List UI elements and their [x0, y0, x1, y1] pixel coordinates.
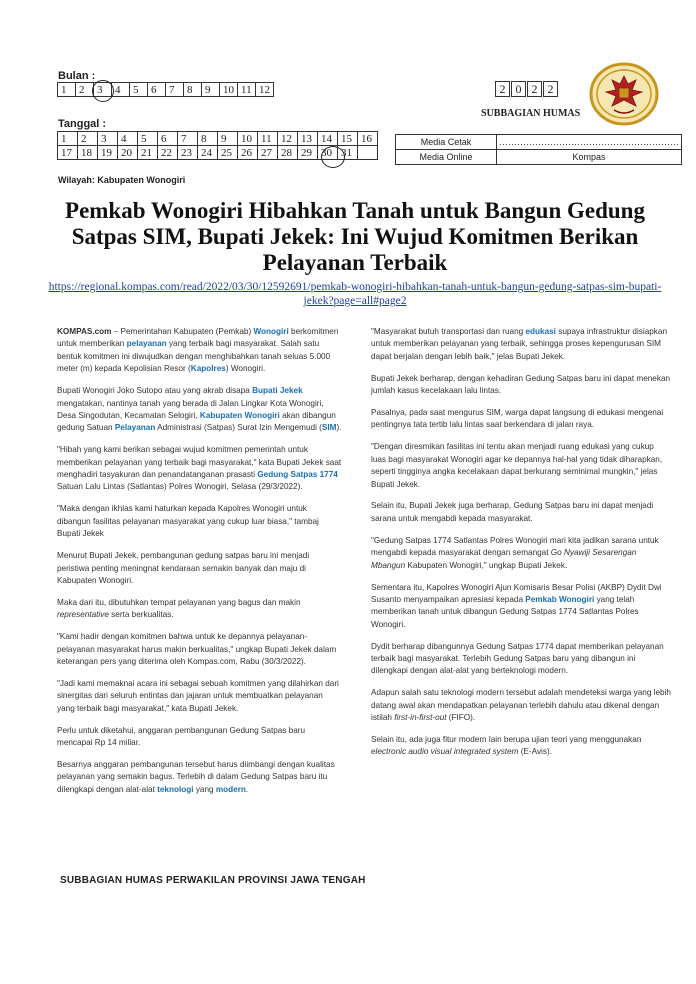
article-paragraph: [371, 373, 671, 398]
month-cell: 4: [112, 83, 130, 97]
text-run: "Hibah yang kami berikan sebagai wujud komitmen pemerintah untuk memberikan pelayanan yang terbaik bagi masyarakat," kata Bupati Jekek saat menghadiri tasyakuran dan penandatanganan prasasti: [57, 445, 342, 480]
selected-day-circle: [321, 146, 345, 168]
day-cell: 29: [298, 146, 318, 160]
day-cell: 11: [258, 132, 278, 146]
italic-text: Go Nyawiji Sesarengan Mbangun: [371, 548, 637, 570]
keyword-link[interactable]: pelayanan: [126, 339, 167, 349]
day-cell: 31: [338, 146, 358, 160]
keyword-link[interactable]: Wonogiri: [253, 327, 289, 336]
keyword-link[interactable]: teknologi: [157, 784, 194, 794]
article-paragraph: [371, 687, 671, 724]
article-paragraph: [371, 582, 671, 632]
tanggal-label: Tanggal :: [58, 118, 107, 130]
text-run: yang telah memberikan tanah untuk dibangun Gedung Satpas 1774 Satlantas Polres Wonogiri.: [371, 594, 639, 629]
day-cell: 18: [78, 146, 98, 160]
media-online-label: Media Online: [396, 150, 497, 165]
keyword-link[interactable]: Kabupaten Wonogiri: [199, 410, 280, 420]
article-paragraph: [371, 407, 671, 432]
text-run: Adapun salah satu teknologi modern tersebut adalah mendeteksi warga yang lebih datang awal akan mendapatkan pelayanan terlebih dahulu atau dikenal dengan istilah: [371, 688, 671, 723]
text-run: (E-Avis).: [518, 747, 552, 757]
day-cell: 9: [218, 132, 238, 146]
text-run: yang terbaik bagi masyarakat. Salah satu bentuk komitmen ini diwujudkan dengan menghibahkan tanah seluas 5.000 meter (m) kepada Kepolisian Resor (: [57, 339, 331, 374]
month-grid: [57, 82, 274, 97]
selected-month-circle: [92, 80, 114, 102]
year-digit: 2: [495, 81, 510, 97]
bulan-label: Bulan :: [58, 70, 96, 82]
month-cell: 10: [220, 83, 238, 97]
media-cetak-value: ……………………………………………………: [497, 135, 682, 150]
year-digit: 2: [527, 81, 542, 97]
article-paragraph: [57, 631, 342, 668]
month-cell: 5: [130, 83, 148, 97]
text-run: "Jadi kami memaknai acara ini sebagai sebuah komitmen yang dilahirkan dari sinergitas dari seluruh entintas dan jajaran untuk membuatkan pelayanan yang terbaik bagi masyarakat," kata Bupati Jekek.: [57, 678, 339, 713]
text-run: Menurut Bupati Jekek, pembangunan gedung satpas baru ini menjadi peristiwa penting meningnat kendaraan semakin banyak dan maju di Kabupaten Wonogiri.: [57, 551, 310, 585]
text-run: (FIFO).: [446, 713, 476, 723]
month-cell: 6: [148, 83, 166, 97]
day-cell: 16: [358, 132, 378, 146]
day-cell: 10: [238, 132, 258, 146]
text-run: supaya infrastruktur disiapkan untuk memberikan pelayanan yang terbaik, sehingga proses kepengurusan SIM dapat berjalan dengan lebih baik," jelas Bupati Jekek.: [371, 327, 668, 361]
article-paragraph: [371, 500, 671, 525]
text-run: "Masyarakat butuh transportasi dan ruang: [371, 327, 526, 336]
keyword-link[interactable]: Pemkab Wonogiri: [525, 594, 595, 604]
day-cell: 17: [58, 146, 78, 160]
text-run: berkomitmen untuk memberikan: [57, 327, 339, 349]
keyword-link[interactable]: Gedung Satpas 1774: [257, 470, 338, 480]
day-cell: 23: [178, 146, 198, 160]
day-cell: 21: [138, 146, 158, 160]
day-cell: 2: [78, 132, 98, 146]
text-run: Sementara itu, Kapolres Wonogiri Ajun Komisaris Besar Polisi (AKBP) Dydit Dwi Susanto menyampaikan apresiasi kepada: [371, 582, 662, 604]
day-cell: 1: [58, 132, 78, 146]
article-paragraph: [57, 759, 342, 796]
month-cell: 8: [184, 83, 202, 97]
day-cell: 14: [318, 132, 338, 146]
text-run: – Pemerintahan Kabupaten (Pemkab): [111, 327, 254, 336]
text-run: yang: [193, 784, 216, 794]
day-cell: 30: [318, 146, 338, 160]
day-cell: 13: [298, 132, 318, 146]
day-cell: 24: [198, 146, 218, 160]
text-run: "Maka dengan ikhlas kami haturkan kepada Kapolres Wonogiri untuk dibangun fasilitas pelayanan masyarakat yang cukup luar biasa," tambaj Bupati Jekek: [57, 504, 319, 539]
article-paragraph: [57, 503, 342, 540]
article-paragraph: [57, 678, 342, 715]
text-run: Dydit berharap dibangunnya Gedung Satpas 1774 dapat memberikan pelayanan terbaik bagi masyarakat. Terlebih Gedung Satpas baru yang dibangun ini dilengkapi dengan alat-alat yang berteknologi modern.: [371, 641, 664, 676]
month-cell: 7: [166, 83, 184, 97]
month-cell: 3: [94, 83, 112, 97]
article-paragraph: [371, 326, 671, 363]
text-run: .: [245, 784, 249, 794]
article-title: Pemkab Wonogiri Hibahkan Tanah untuk Bangun Gedung Satpas SIM, Bupati Jekek: Ini Wujud Komitmen Berikan Pelayanan Terbaik: [65, 198, 645, 275]
department-label: SUBBAGIAN HUMAS: [481, 108, 581, 119]
month-cell: 9: [202, 83, 220, 97]
keyword-link[interactable]: Bupati Jekek: [252, 386, 303, 396]
day-cell: 12: [278, 132, 298, 146]
media-online-value: Kompas: [497, 150, 682, 165]
year-digit: 2: [543, 81, 558, 97]
year-digit: 0: [511, 81, 526, 97]
article-paragraph: [57, 725, 342, 750]
media-cetak-label: Media Cetak: [396, 135, 497, 150]
text-run: Pasalnya, pada saat mengurus SIM, warga dapat langsung di edukasi mengenai pentingnya tata tertib lalu lintas saat berkendara di jalan raya.: [371, 408, 664, 430]
article-paragraph: [371, 641, 671, 678]
day-cell: 6: [158, 132, 178, 146]
text-run: Selain itu, Bupati Jekek juga berharap, Gedung Satpas baru ini dapat menjadi sarana untuk mengabdi kepada masyarakat.: [371, 501, 654, 523]
italic-text: first-in-first-out: [394, 713, 447, 723]
garuda-emblem-icon: [588, 62, 660, 126]
article-paragraph: [57, 326, 342, 376]
article-right-column: [371, 326, 671, 768]
italic-text: electronic audio visual integrated system: [371, 747, 519, 757]
day-cell: 7: [178, 132, 198, 146]
article-paragraph: [371, 734, 671, 759]
month-cell: 12: [256, 83, 274, 97]
day-cell: 15: [338, 132, 358, 146]
day-cell: 4: [118, 132, 138, 146]
day-cell: 22: [158, 146, 178, 160]
text-run: akan dibangun gedung Satuan: [57, 410, 336, 433]
text-run: ).: [336, 423, 342, 433]
day-cell: 5: [138, 132, 158, 146]
article-paragraph: [57, 550, 342, 587]
keyword-link[interactable]: modern: [215, 784, 246, 794]
article-url-link[interactable]: https://regional.kompas.com/read/2022/03/30/12592691/pemkab-wonogiri-hibahkan-tanah-untuk-bangun-gedung-satpas-sim-bupati-jekek?page=all#page2: [48, 281, 662, 307]
wilayah-label: Wilayah: Kabupaten Wonogiri: [58, 175, 186, 185]
article-paragraph: [371, 441, 671, 491]
article-paragraph: [57, 385, 342, 435]
text-run: Satuan Lalu Lintas (Satlantas) Polres Wonogiri, Selasa (29/3/2022).: [57, 482, 303, 492]
text-run: Selain itu, ada juga fitur modern lain berupa ujian teori yang menggunakan: [371, 735, 642, 745]
article-paragraph: [371, 535, 671, 572]
text-run: Bupati Jekek berharap, dengan kehadiran Gedung Satpas baru ini dapat menekan jumlah kasus kecelakaan lalu lintas.: [371, 373, 671, 396]
text-run: serta berkualitas.: [108, 610, 174, 620]
day-cell: 27: [258, 146, 278, 160]
text-run: mengatakan, nantinya tanah yang berada di Jalan Lingkar Kota Wonogiri, Desa Singodutan, Kecamatan Selogiri,: [57, 398, 324, 420]
text-run: "Dengan diresmikan fasilitas ini tentu akan menjadi ruang edukasi yang cukup luas bagi masyarakat Wonogiri agar ke depannya hal-hal yang tidak diharapkan, seperti tingginya angka kecelakaan dapat berkurang seminimal mungkin," jelas Bupati Jekek.: [371, 442, 663, 489]
text-run: Administrasi (Satpas) Surat Izin Mengemudi (: [155, 423, 322, 433]
text-run: Maka dari itu, dibutuhkan tempat pelayanan yang bagus dan makin: [57, 597, 301, 607]
text-run: Bupati Wonogiri Joko Sutopo atau yang akrab disapa: [57, 386, 253, 396]
keyword-link[interactable]: Kapolres: [190, 364, 226, 374]
keyword-link[interactable]: SIM: [321, 423, 337, 433]
italic-text: representative: [57, 610, 109, 620]
footer-text: SUBBAGIAN HUMAS PERWAKILAN PROVINSI JAWA TENGAH: [60, 875, 366, 886]
month-cell: 2: [76, 83, 94, 97]
day-cell: 28: [278, 146, 298, 160]
keyword-link[interactable]: Pelayanan: [114, 423, 156, 433]
month-cell: 11: [238, 83, 256, 97]
day-cell: 26: [238, 146, 258, 160]
day-cell: 20: [118, 146, 138, 160]
text-run: ) Wonogiri.: [225, 364, 266, 374]
text-run: Perlu untuk diketahui, anggaran pembangunan Gedung Satpas baru mencapai Rp 14 miliar.: [57, 725, 306, 747]
text-run: "Kami hadir dengan komitmen bahwa untuk ke depannya pelayanan-pelayanan masyarakat harus makin berkualitas," ungkap Bupati Jekek dalam keterangan pers yang diterima oleh Kompas.com, Rabu (30/3/2022).: [57, 632, 337, 666]
day-cell: 19: [98, 146, 118, 160]
article-paragraph: [57, 444, 342, 494]
text-run: Besarnya anggaran pembangunan tersebut harus diimbangi dengan kualitas pelayanan yang semakin bagus. Terlebih di dalam Gedung Satpas baru itu dilengkapi dengan alat-alat: [57, 759, 335, 794]
day-cell-empty: [358, 146, 378, 160]
article-left-column: [57, 326, 342, 806]
text-run: Kabupaten Wonogiri," ungkap Bupati Jekek.: [405, 560, 568, 570]
day-cell: 3: [98, 132, 118, 146]
keyword-link[interactable]: edukasi: [525, 327, 556, 336]
text-run: "Gedung Satpas 1774 Satlantas Polres Wonogiri mari kita jadikan sarana untuk mengabdi kepada masyarakat dengan semangat: [371, 535, 659, 558]
article-paragraph: [57, 597, 342, 622]
year-boxes: [495, 81, 559, 97]
day-cell: 25: [218, 146, 238, 160]
media-table: [395, 134, 682, 165]
source-name: KOMPAS.com: [57, 327, 112, 336]
day-cell: 8: [198, 132, 218, 146]
month-cell: 1: [58, 83, 76, 97]
